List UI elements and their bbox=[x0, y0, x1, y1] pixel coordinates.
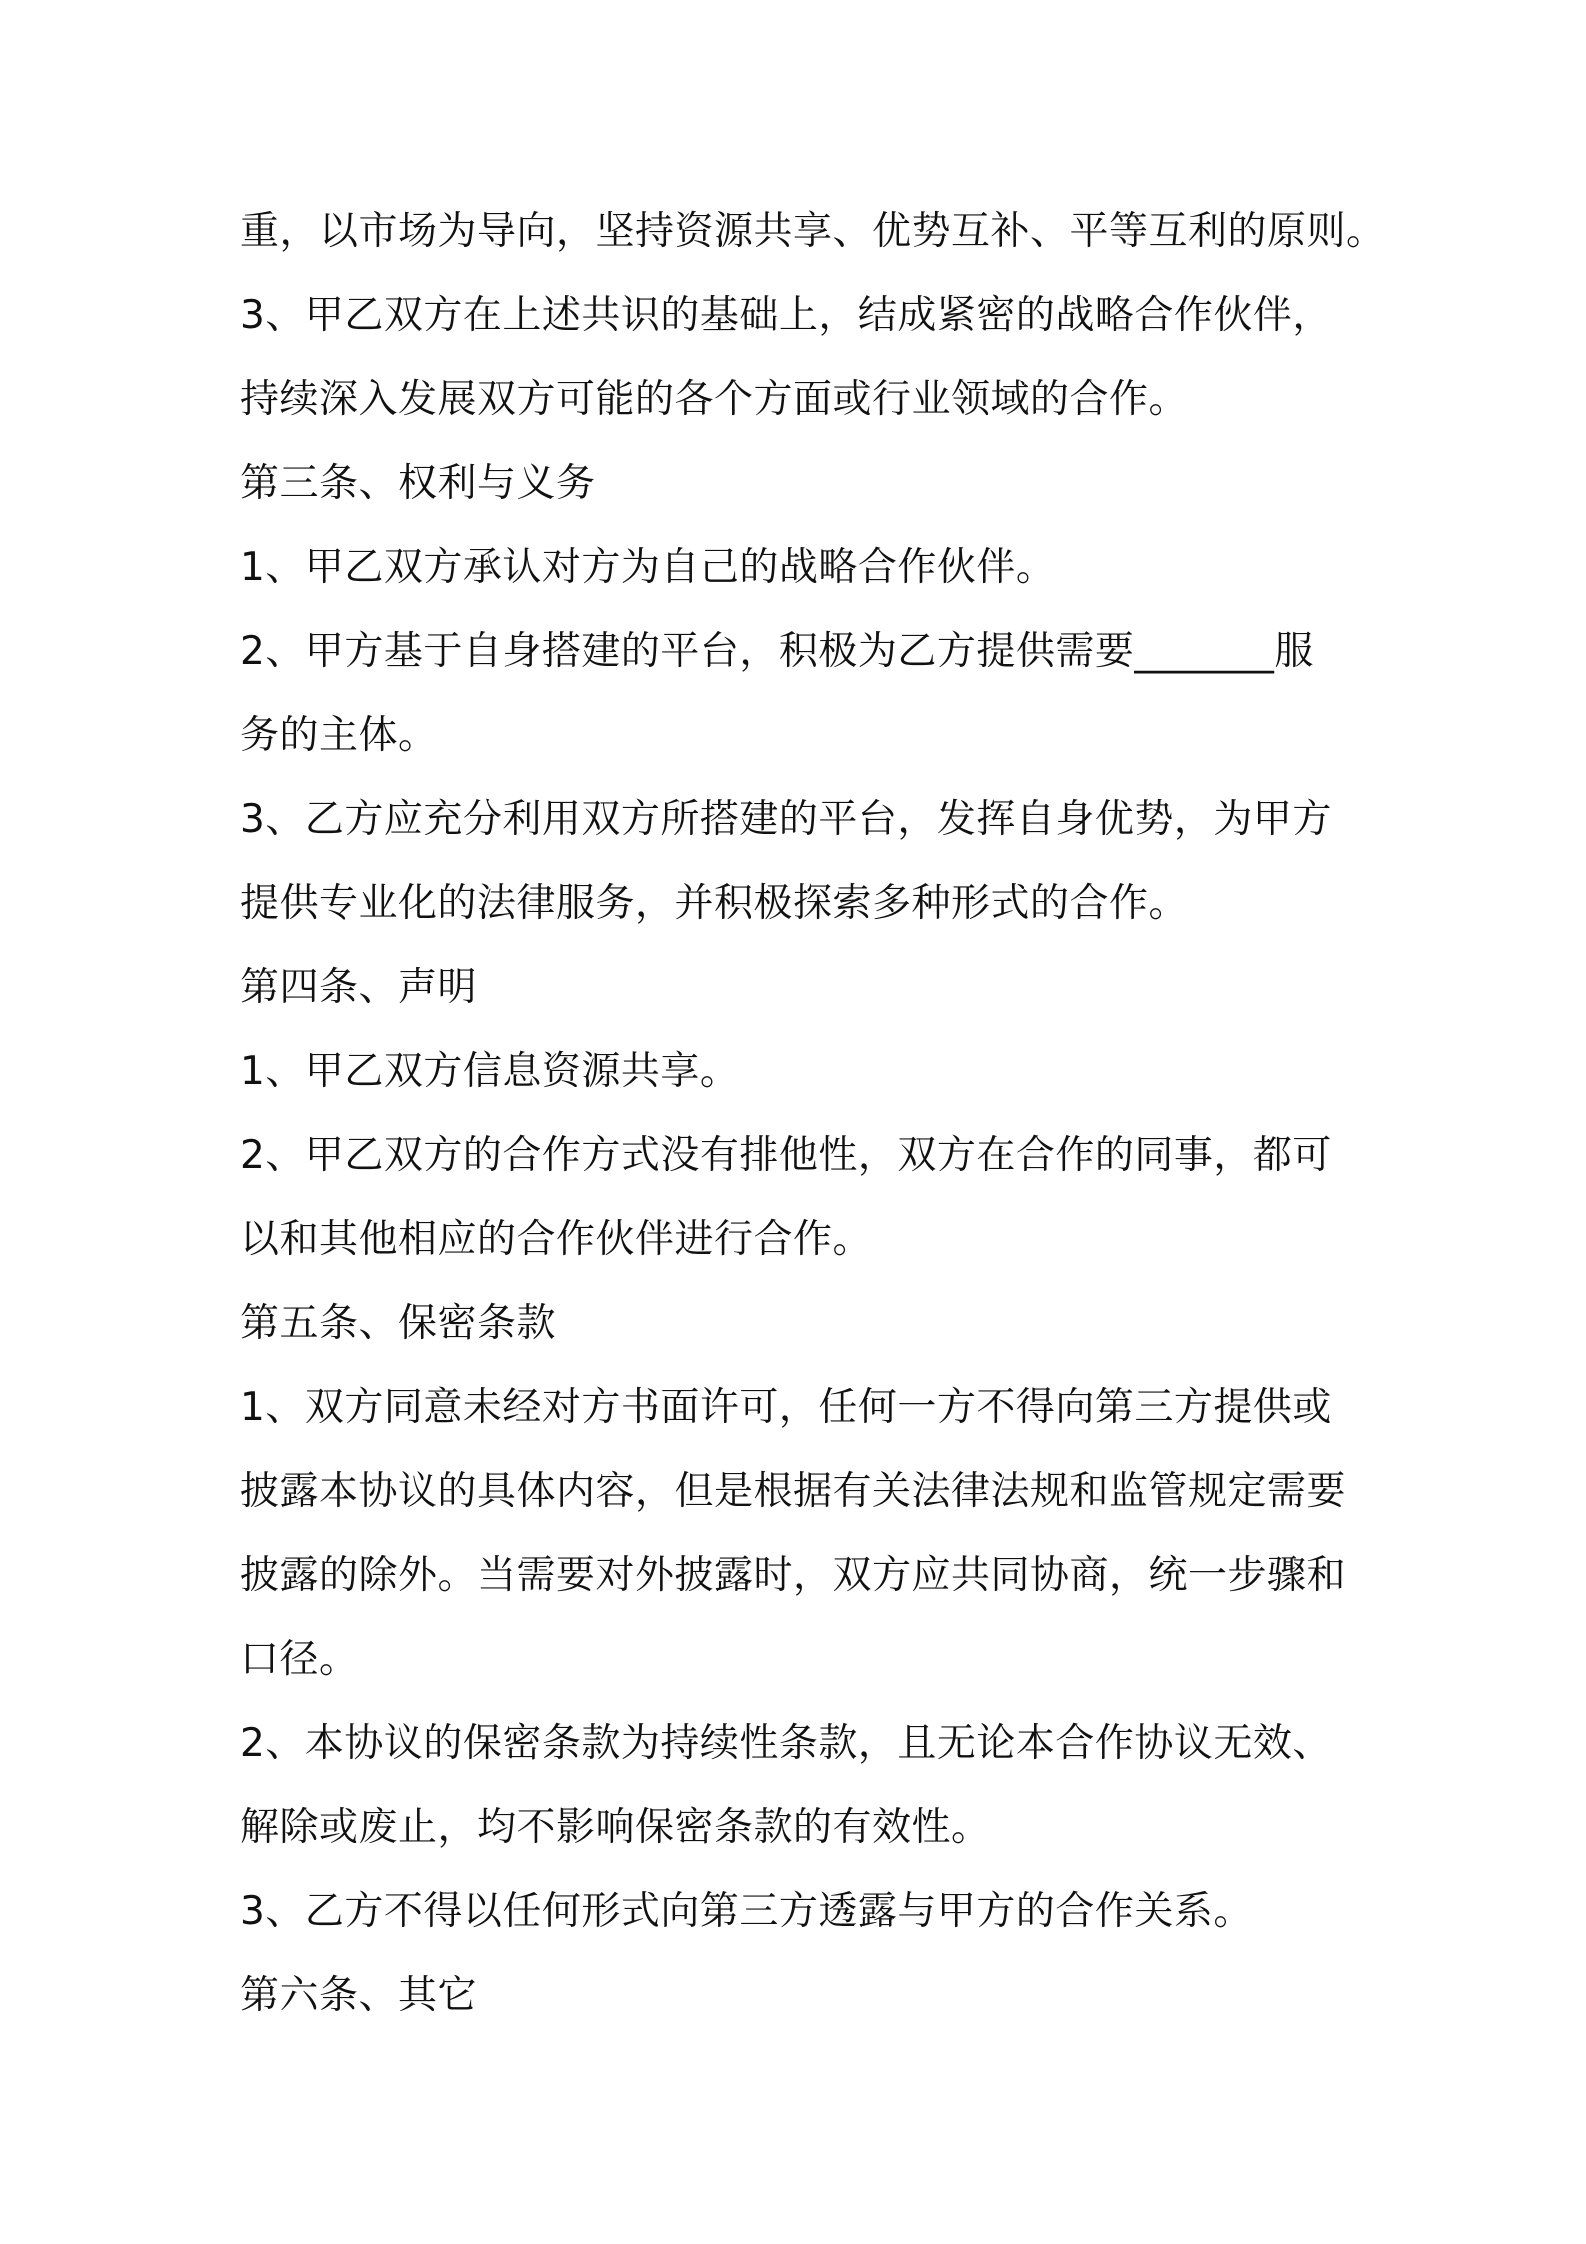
paragraph-line: 3、甲乙双方在上述共识的基础上，结成紧密的战略合作伙伴， bbox=[240, 293, 1332, 338]
paragraph-line: 以和其他相应的合作伙伴进行合作。 bbox=[240, 1217, 873, 1262]
paragraph-line: 1、甲乙双方信息资源共享。 bbox=[240, 1049, 740, 1094]
section-heading: 第六条、其它 bbox=[240, 1973, 478, 2018]
paragraph-line: 披露的除外。当需要对外披露时，双方应共同协商，统一步骤和 bbox=[240, 1553, 1347, 1598]
paragraph-line: 提供专业化的法律服务，并积极探索多种形式的合作。 bbox=[240, 881, 1189, 926]
paragraph-line: 2、甲乙双方的合作方式没有排他性，双方在合作的同事，都可 bbox=[240, 1133, 1332, 1178]
paragraph-line: 2、本协议的保密条款为持续性条款，且无论本合作协议无效、 bbox=[240, 1721, 1332, 1766]
document-body bbox=[240, 190, 1386, 2038]
section-heading: 第五条、保密条款 bbox=[240, 1301, 557, 1346]
section-heading: 第三条、权利与义务 bbox=[240, 461, 596, 506]
paragraph-line: 持续深入发展双方可能的各个方面或行业领域的合作。 bbox=[240, 377, 1189, 422]
paragraph-line: 重，以市场为导向，坚持资源共享、优势互补、平等互利的原则。 bbox=[240, 209, 1386, 254]
paragraph-line: 1、甲乙双方承认对方为自己的战略合作伙伴。 bbox=[240, 545, 1056, 590]
paragraph-line: 1、双方同意未经对方书面许可，任何一方不得向第三方提供或 bbox=[240, 1385, 1332, 1430]
paragraph-line: 2、甲方基于自身搭建的平台，积极为乙方提供需要_______服 bbox=[240, 629, 1314, 674]
paragraph-line: 解除或废止，均不影响保密条款的有效性。 bbox=[240, 1805, 991, 1850]
paragraph-line: 披露本协议的具体内容，但是根据有关法律法规和监管规定需要 bbox=[240, 1469, 1347, 1514]
section-heading: 第四条、声明 bbox=[240, 965, 478, 1010]
paragraph-line: 3、乙方应充分利用双方所搭建的平台，发挥自身优势，为甲方 bbox=[240, 797, 1332, 842]
paragraph-line: 务的主体。 bbox=[240, 713, 438, 758]
paragraph-line: 3、乙方不得以任何形式向第三方透露与甲方的合作关系。 bbox=[240, 1889, 1253, 1934]
paragraph-line: 口径。 bbox=[240, 1637, 359, 1682]
